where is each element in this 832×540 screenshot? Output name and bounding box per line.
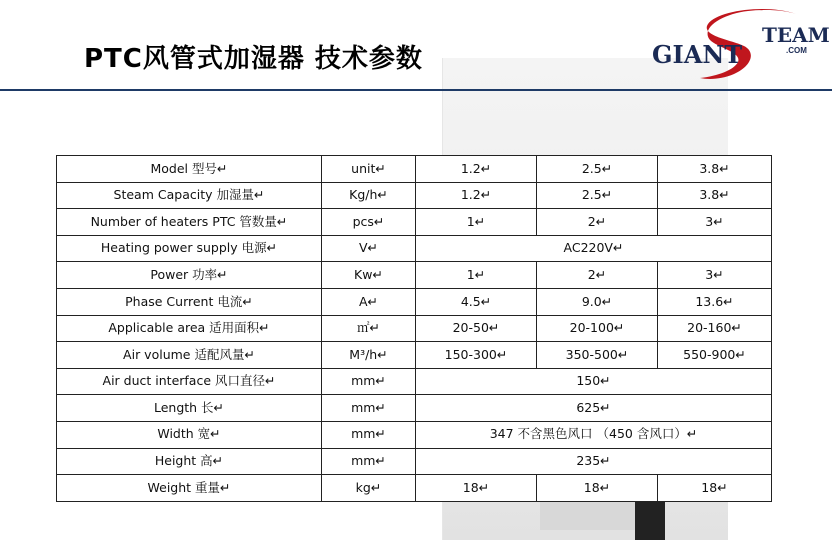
spec-value-cell-merged: 150↵ — [416, 368, 772, 395]
spec-value-cell: 1.2↵ — [416, 156, 537, 183]
spec-unit-cell: ㎡↵ — [322, 315, 416, 342]
spec-value-cell-merged: 347 不含黑色风口 （450 含风口）↵ — [416, 421, 772, 448]
spec-value-cell-merged: AC220V↵ — [416, 235, 772, 262]
table-row — [57, 235, 772, 262]
spec-value-cell: 3.8↵ — [658, 182, 772, 209]
spec-value-cell: 2↵ — [537, 262, 658, 289]
spec-label-cell: Power 功率↵ — [57, 262, 322, 289]
logo-com-text: .COM — [786, 46, 807, 55]
giant-steam-logo — [648, 6, 830, 86]
table-row — [57, 475, 772, 502]
title-divider — [0, 89, 832, 91]
table-row — [57, 421, 772, 448]
table-row — [57, 209, 772, 236]
table-row — [57, 288, 772, 315]
spec-value-cell: 18↵ — [416, 475, 537, 502]
spec-label-cell: Air duct interface 风口直径↵ — [57, 368, 322, 395]
spec-value-cell-merged: 625↵ — [416, 395, 772, 422]
table-row — [57, 342, 772, 369]
spec-value-cell: 2↵ — [537, 209, 658, 236]
spec-label-cell: Air volume 适配风量↵ — [57, 342, 322, 369]
spec-value-cell: 20-160↵ — [658, 315, 772, 342]
spec-value-cell: 20-100↵ — [537, 315, 658, 342]
spec-value-cell: 13.6↵ — [658, 288, 772, 315]
spec-label-cell: Length 长↵ — [57, 395, 322, 422]
spec-value-cell: 18↵ — [658, 475, 772, 502]
spec-value-cell: 2.5↵ — [537, 156, 658, 183]
spec-unit-cell: mm↵ — [322, 395, 416, 422]
table-row — [57, 262, 772, 289]
spec-unit-cell: Kw↵ — [322, 262, 416, 289]
spec-label-cell: Height 高↵ — [57, 448, 322, 475]
table-row — [57, 156, 772, 183]
table-row — [57, 315, 772, 342]
spec-label-cell: Heating power supply 电源↵ — [57, 235, 322, 262]
table-row — [57, 395, 772, 422]
spec-value-cell: 350-500↵ — [537, 342, 658, 369]
spec-unit-cell: mm↵ — [322, 368, 416, 395]
spec-value-cell: 18↵ — [537, 475, 658, 502]
spec-value-cell: 3↵ — [658, 262, 772, 289]
spec-value-cell: 20-50↵ — [416, 315, 537, 342]
spec-unit-cell: V↵ — [322, 235, 416, 262]
spec-label-cell: Weight 重量↵ — [57, 475, 322, 502]
logo-team-text: TEAM — [762, 23, 830, 47]
spec-value-cell: 1↵ — [416, 209, 537, 236]
spec-label-cell: Model 型号↵ — [57, 156, 322, 183]
table-row — [57, 182, 772, 209]
spec-value-cell-merged: 235↵ — [416, 448, 772, 475]
spec-value-cell: 150-300↵ — [416, 342, 537, 369]
spec-unit-cell: mm↵ — [322, 421, 416, 448]
spec-label-cell: Phase Current 电流↵ — [57, 288, 322, 315]
spec-unit-cell: unit↵ — [322, 156, 416, 183]
spec-table — [56, 155, 772, 502]
logo-giant-text: GIANT — [652, 40, 743, 69]
spec-unit-cell: mm↵ — [322, 448, 416, 475]
spec-value-cell: 550-900↵ — [658, 342, 772, 369]
spec-value-cell: 3.8↵ — [658, 156, 772, 183]
spec-label-cell: Applicable area 适用面积↵ — [57, 315, 322, 342]
spec-unit-cell: kg↵ — [322, 475, 416, 502]
spec-value-cell: 9.0↵ — [537, 288, 658, 315]
table-row — [57, 448, 772, 475]
spec-value-cell: 1.2↵ — [416, 182, 537, 209]
spec-value-cell: 1↵ — [416, 262, 537, 289]
spec-unit-cell: M³/h↵ — [322, 342, 416, 369]
spec-value-cell: 4.5↵ — [416, 288, 537, 315]
spec-label-cell: Number of heaters PTC 管数量↵ — [57, 209, 322, 236]
spec-label-cell: Steam Capacity 加湿量↵ — [57, 182, 322, 209]
spec-unit-cell: Kg/h↵ — [322, 182, 416, 209]
spec-value-cell: 2.5↵ — [537, 182, 658, 209]
spec-label-cell: Width 宽↵ — [57, 421, 322, 448]
page-title: PTC风管式加湿器 技术参数 — [84, 44, 423, 74]
spec-unit-cell: A↵ — [322, 288, 416, 315]
table-row — [57, 368, 772, 395]
spec-unit-cell: pcs↵ — [322, 209, 416, 236]
spec-value-cell: 3↵ — [658, 209, 772, 236]
